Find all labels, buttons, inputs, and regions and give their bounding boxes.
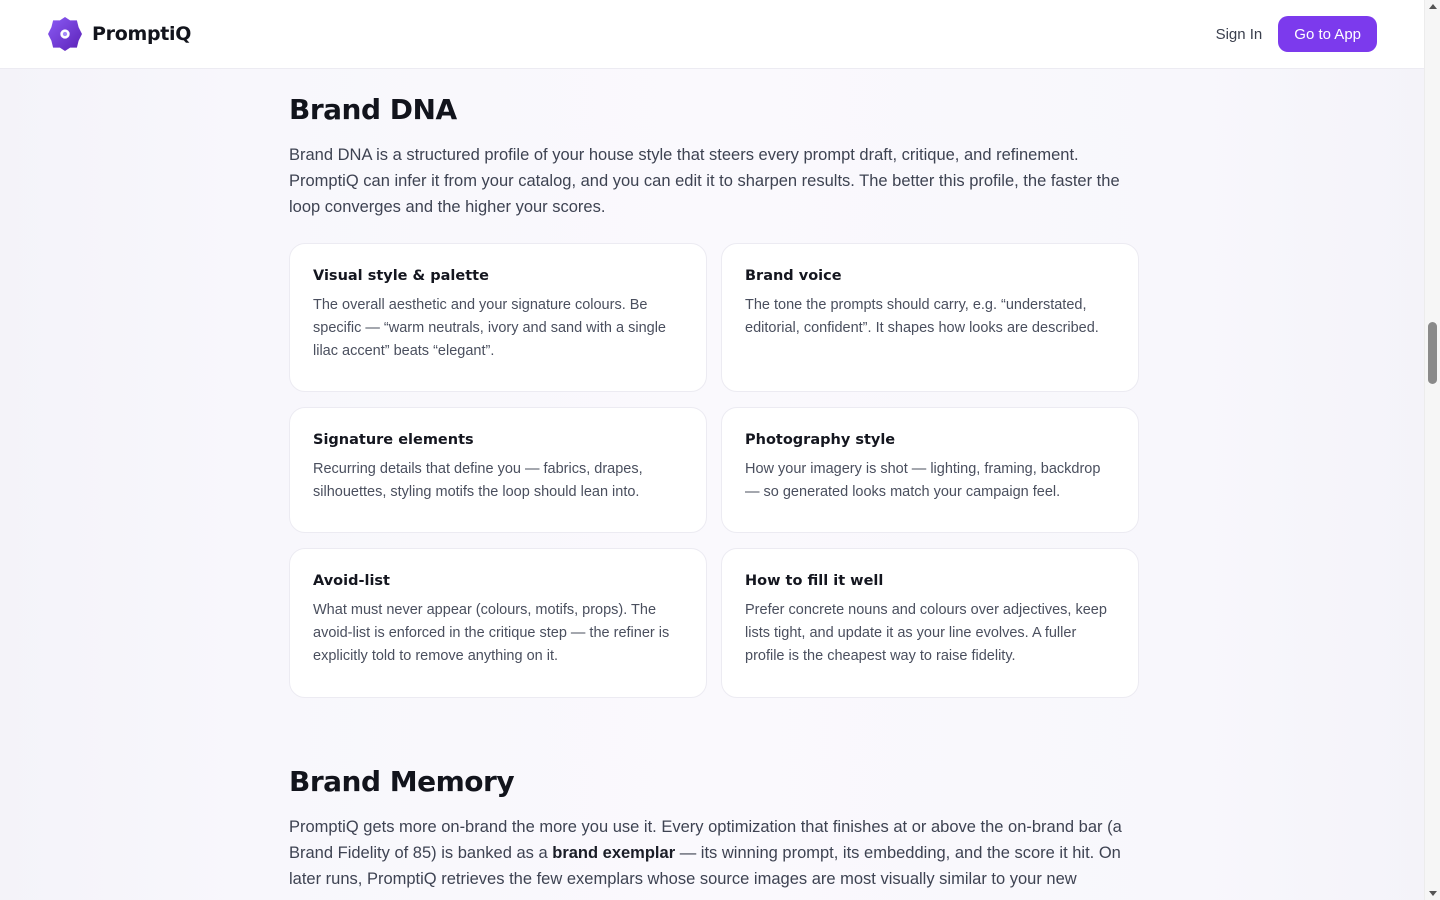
brand-memory-heading: Brand Memory [289, 765, 515, 798]
card-photography-style [721, 407, 1139, 533]
card-body: How your imagery is shot — lighting, framing, backdrop — so generated looks match your campaign feel. [745, 461, 1101, 500]
header-actions [1216, 16, 1377, 52]
sign-in-link[interactable]: Sign In [1215, 25, 1263, 43]
scroll-down-arrow-icon[interactable] [1429, 891, 1437, 896]
card-title: Photography style [745, 432, 896, 448]
brand-memory-intro-part1: PromptiQ gets more on-brand the more you use it. Every optimization that finishes at or above the on-brand bar (a Brand Fidelity of 85) is banked as a [289, 818, 1122, 862]
card-how-to-fill [721, 548, 1139, 698]
card-brand-voice [721, 243, 1139, 392]
card-body: The overall aesthetic and your signature colours. Be specific — “warm neutrals, ivory and sand with a single lilac accent” beats “elegant”. [313, 297, 666, 359]
brand-memory-intro [289, 814, 1139, 892]
card-signature-elements [289, 407, 707, 533]
card-title: Avoid-list [313, 573, 390, 589]
brand-name: PromptiQ [92, 23, 192, 45]
burst-logo-icon [48, 17, 82, 51]
scrollbar-thumb[interactable] [1428, 322, 1437, 384]
card-body: Recurring details that define you — fabrics, drapes, silhouettes, styling motifs the loop should lean into. [313, 461, 643, 500]
card-title: Signature elements [313, 432, 474, 448]
go-to-app-button[interactable]: Go to App [1278, 16, 1377, 52]
scroll-up-arrow-icon[interactable] [1429, 4, 1437, 9]
card-body: The tone the prompts should carry, e.g. “understated, editorial, confident”. It shapes how looks are described. [745, 297, 1099, 336]
card-avoid-list [289, 548, 707, 698]
card-body: What must never appear (colours, motifs, props). The avoid-list is enforced in the critique step — the refiner is explicitly told to remove anything on it. [313, 602, 670, 664]
brand-memory-intro-part2: — its winning prompt, its embedding, and the score it hit. On later runs, PromptiQ retrieves the few exemplars whose source images are most visually similar to your new [289, 844, 1121, 888]
card-title: Visual style & palette [313, 268, 489, 284]
brand[interactable] [48, 17, 191, 51]
card-visual-style [289, 243, 707, 392]
brand-exemplar-term: brand exemplar [552, 844, 676, 862]
site-header [0, 0, 1424, 69]
brand-dna-heading: Brand DNA [289, 93, 457, 126]
page-scrollbar[interactable] [1424, 0, 1440, 900]
card-body: Prefer concrete nouns and colours over adjectives, keep lists tight, and update it as your line evolves. A fuller profile is the cheapest way to raise fidelity. [745, 602, 1107, 664]
card-title: How to fill it well [745, 573, 884, 589]
card-title: Brand voice [745, 268, 842, 284]
brand-dna-intro: Brand DNA is a structured profile of your house style that steers every prompt draft, critique, and refinement. PromptiQ can infer it from your catalog, and you can edit it to sharpen results. The better this profile, the faster the loop converges and the higher your scores. [289, 146, 1120, 216]
